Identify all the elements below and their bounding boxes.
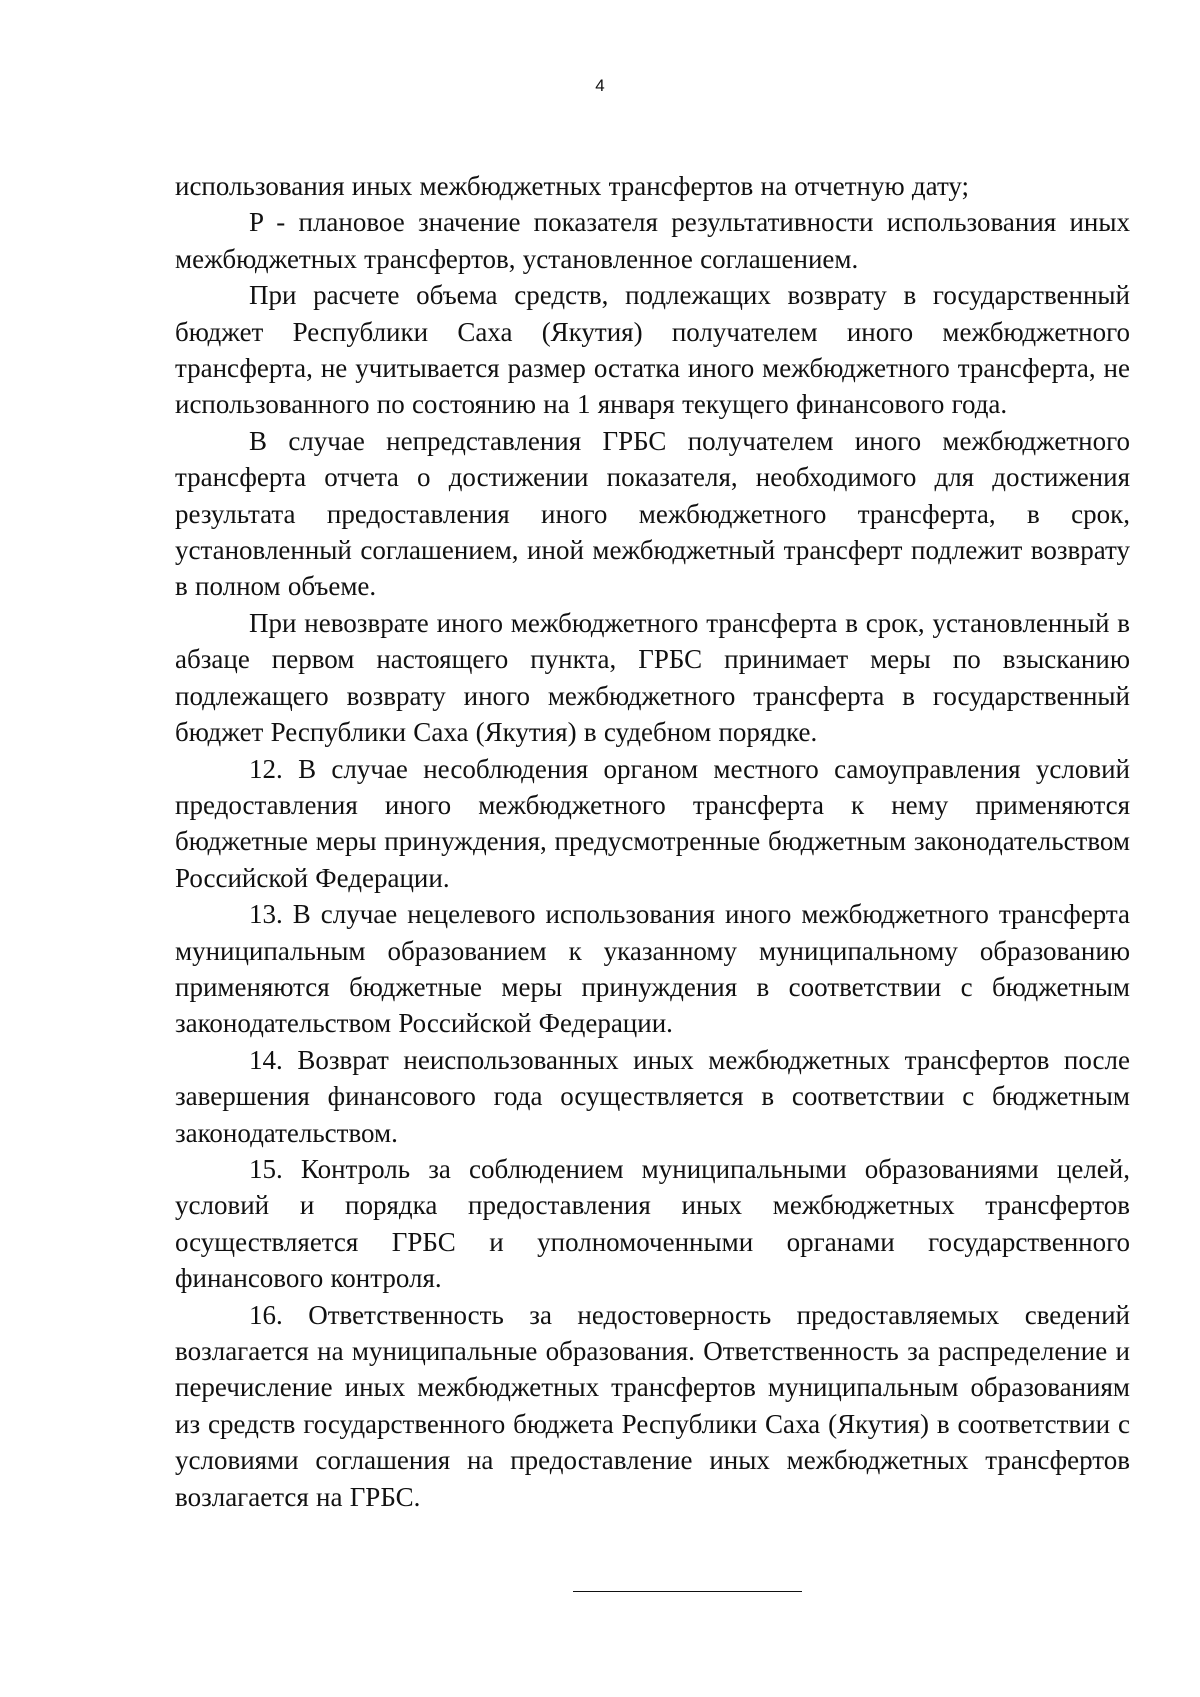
end-of-document-rule [573, 1591, 802, 1592]
paragraph-nonreturn: При невозврате иного межбюджетного трансферта в срок, установленный в абзаце первом настоящего пункта, ГРБС принимает меры по взысканию подлежащего возврату иного межбюджетного трансферта в государственный бюджет Республики Саха (Якутия) в судебном порядке. [175, 607, 1130, 748]
document-body [175, 168, 1130, 1515]
page-number: 4 [595, 76, 605, 95]
paragraph-refund-calculation: При расчете объема средств, подлежащих возврату в государственный бюджет Республики Саха (Якутия) получателем иного межбюджетного трансферта, не учитывается размер остатка иного межбюджетного трансферта, не использованного по состоянию на 1 января текущего финансового года. [175, 280, 1130, 420]
paragraph-continuation: использования иных межбюджетных трансфертов на отчетную дату; [175, 171, 970, 201]
paragraph-report-nonsubmission: В случае непредставления ГРБС получателем иного межбюджетного трансферта отчета о достижении показателя, необходимого для достижения результата предоставления иного межбюджетного трансферта, в срок, установленный соглашением, иной межбюджетный трансферт подлежит возврату в полном объеме. [175, 425, 1130, 602]
clause-14: 14. Возврат неиспользованных иных межбюджетных трансфертов после завершения финансового года осуществляется в соответствии с бюджетным законодательством. [175, 1044, 1130, 1148]
clause-15: 15. Контроль за соблюдением муниципальными образованиями целей, условий и порядка предоставления иных межбюджетных трансфертов осуществляется ГРБС и уполномоченными органами государственного финансового контроля. [175, 1153, 1130, 1294]
clause-13: 13. В случае нецелевого использования иного межбюджетного трансферта муниципальным образованием к указанному муниципальному образованию применяются бюджетные меры принуждения в соответствии с бюджетным законодательством Российской Федерации. [175, 899, 1130, 1039]
paragraph-p-definition: P - плановое значение показателя результативности использования иных межбюджетных трансфертов, установленное соглашением. [175, 207, 1130, 274]
clause-12: 12. В случае несоблюдения органом местного самоуправления условий предоставления иного межбюджетного трансферта к нему применяются бюджетные меры принуждения, предусмотренные бюджетным законодательством Российской Федерации. [175, 753, 1130, 893]
clause-16: 16. Ответственность за недостоверность предоставляемых сведений возлагается на муниципальные образования. Ответственность за распределение и перечисление иных межбюджетных трансфертов муниципальным образованиям из средств государственного бюджета Республики Саха (Якутия) в соответствии с условиями соглашения на предоставление иных межбюджетных трансфертов возлагается на ГРБС. [175, 1299, 1130, 1512]
